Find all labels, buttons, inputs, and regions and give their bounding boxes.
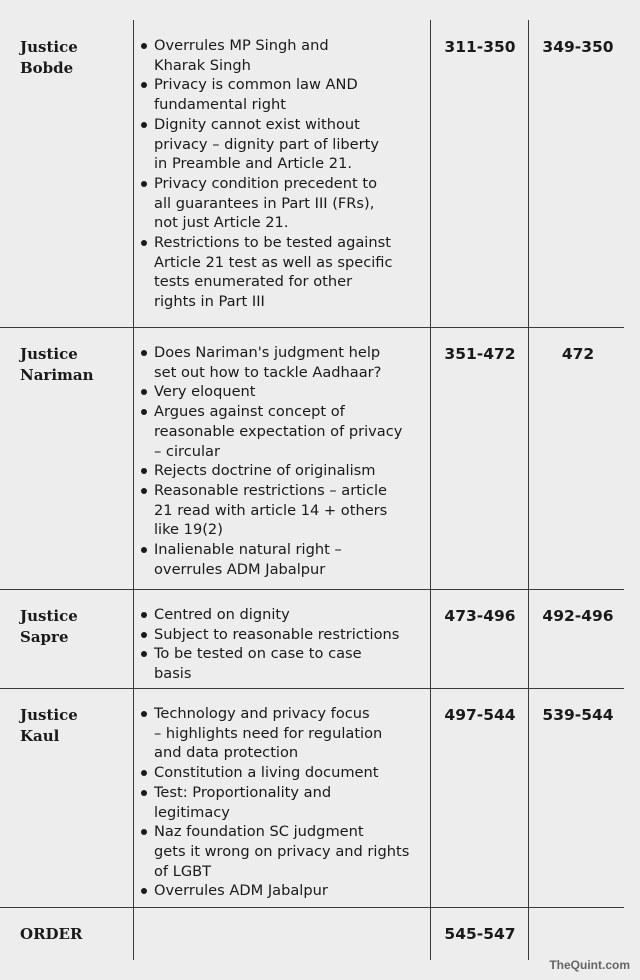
page-range: 497-544 bbox=[444, 706, 516, 724]
key-point bbox=[137, 174, 427, 233]
row-divider bbox=[0, 688, 624, 689]
judge-name-line: Justice bbox=[20, 607, 78, 625]
key-point bbox=[137, 402, 427, 461]
column-divider bbox=[528, 20, 529, 960]
key-point-line: Overrules MP Singh and bbox=[154, 37, 329, 54]
key-point-line: of LGBT bbox=[154, 862, 212, 880]
key-point bbox=[137, 704, 427, 763]
judge-name-line: Kaul bbox=[20, 727, 60, 745]
key-point-line: Argues against concept of bbox=[154, 403, 345, 421]
key-point bbox=[137, 36, 427, 75]
key-point bbox=[137, 233, 427, 312]
key-point-line: fundamental right bbox=[154, 96, 286, 114]
key-points-list bbox=[137, 704, 427, 901]
key-point-line: Dignity cannot exist without bbox=[154, 115, 360, 133]
key-point bbox=[137, 343, 427, 382]
key-point bbox=[137, 763, 427, 783]
key-point bbox=[137, 822, 427, 881]
column-divider bbox=[133, 20, 134, 960]
key-point-line: 21 read with article 14 + others bbox=[154, 501, 388, 519]
key-point bbox=[137, 461, 427, 481]
key-point-line: To be tested on case to case bbox=[154, 645, 362, 663]
judge-name-line: Nariman bbox=[20, 366, 94, 384]
key-paragraph-range: 472 bbox=[561, 345, 595, 363]
key-point-line: Overrules ADM Jabalpur bbox=[154, 882, 328, 900]
key-point-line: Privacy is common law AND bbox=[154, 76, 358, 94]
key-point bbox=[137, 881, 427, 901]
key-point-line: Test: Proportionality and bbox=[154, 783, 332, 801]
page-range: 545-547 bbox=[444, 925, 516, 943]
key-points-list bbox=[137, 605, 427, 684]
key-point-line: Subject to reasonable restrictions bbox=[154, 625, 400, 643]
key-point bbox=[137, 625, 427, 645]
key-point-line: Kharak Singh bbox=[154, 56, 251, 74]
watermark-logo: TheQuint.com bbox=[549, 958, 630, 972]
column-divider bbox=[430, 20, 431, 960]
key-point-line: Reasonable restrictions – article bbox=[154, 481, 388, 499]
key-point-line: Very eloquent bbox=[154, 383, 256, 401]
judge-name bbox=[20, 606, 120, 648]
page-range: 473-496 bbox=[444, 607, 516, 625]
key-point-line: Does Nariman's judgment help bbox=[154, 344, 381, 361]
key-point-line: set out how to tackle Aadhaar? bbox=[154, 363, 382, 381]
key-point-line: reasonable expectation of privacy bbox=[154, 422, 403, 440]
key-paragraph-range: 492-496 bbox=[542, 607, 614, 625]
row-divider bbox=[0, 907, 624, 908]
key-point-line: – highlights need for regulation bbox=[154, 724, 383, 742]
key-point-line: in Preamble and Article 21. bbox=[154, 155, 352, 173]
key-point bbox=[137, 115, 427, 174]
key-points-list bbox=[137, 36, 427, 312]
judge-name bbox=[20, 344, 120, 386]
key-point-line: Technology and privacy focus bbox=[154, 705, 370, 722]
key-point-line: all guarantees in Part III (FRs), bbox=[154, 194, 375, 212]
key-point bbox=[137, 605, 427, 625]
judge-name-line: Bobde bbox=[20, 59, 74, 77]
key-point-line: Naz foundation SC judgment bbox=[154, 823, 364, 841]
judge-name-line: ORDER bbox=[20, 925, 83, 943]
judge-name bbox=[20, 37, 120, 79]
key-point-line: not just Article 21. bbox=[154, 214, 289, 232]
judge-name bbox=[20, 924, 120, 945]
key-point bbox=[137, 540, 427, 579]
key-points-list bbox=[137, 343, 427, 579]
key-point-line: Constitution a living document bbox=[154, 764, 379, 782]
page-range: 311-350 bbox=[444, 38, 516, 56]
judge-name-line: Justice bbox=[20, 706, 78, 724]
row-divider bbox=[0, 327, 624, 328]
key-point-line: and data protection bbox=[154, 744, 299, 762]
key-point-line: gets it wrong on privacy and rights bbox=[154, 842, 410, 860]
judge-name-line: Sapre bbox=[20, 628, 69, 646]
key-paragraph-range: 539-544 bbox=[542, 706, 614, 724]
key-point-line: overrules ADM Jabalpur bbox=[154, 560, 326, 578]
key-point-line: rights in Part III bbox=[154, 293, 265, 311]
key-point-line: Inalienable natural right – bbox=[154, 541, 342, 559]
page-range: 351-472 bbox=[444, 345, 516, 363]
key-point bbox=[137, 75, 427, 114]
key-point-line: Article 21 test as well as specific bbox=[154, 253, 393, 271]
key-point-line: tests enumerated for other bbox=[154, 273, 353, 291]
key-point-line: basis bbox=[154, 665, 192, 683]
key-point-line: Privacy condition precedent to bbox=[154, 174, 378, 192]
key-paragraph-range: 349-350 bbox=[542, 38, 614, 56]
key-point bbox=[137, 644, 427, 683]
judge-name bbox=[20, 705, 120, 747]
key-point-line: – circular bbox=[154, 442, 220, 460]
key-point bbox=[137, 783, 427, 822]
key-point-line: like 19(2) bbox=[154, 521, 223, 539]
judge-name-line: Justice bbox=[20, 345, 78, 363]
judge-name-line: Justice bbox=[20, 38, 78, 56]
row-divider bbox=[0, 589, 624, 590]
key-point-line: Centred on dignity bbox=[154, 606, 290, 623]
key-point-line: privacy – dignity part of liberty bbox=[154, 135, 379, 153]
key-point bbox=[137, 382, 427, 402]
key-point-line: legitimacy bbox=[154, 803, 230, 821]
key-point-line: Rejects doctrine of originalism bbox=[154, 462, 376, 480]
key-point bbox=[137, 481, 427, 540]
key-point-line: Restrictions to be tested against bbox=[154, 234, 391, 252]
